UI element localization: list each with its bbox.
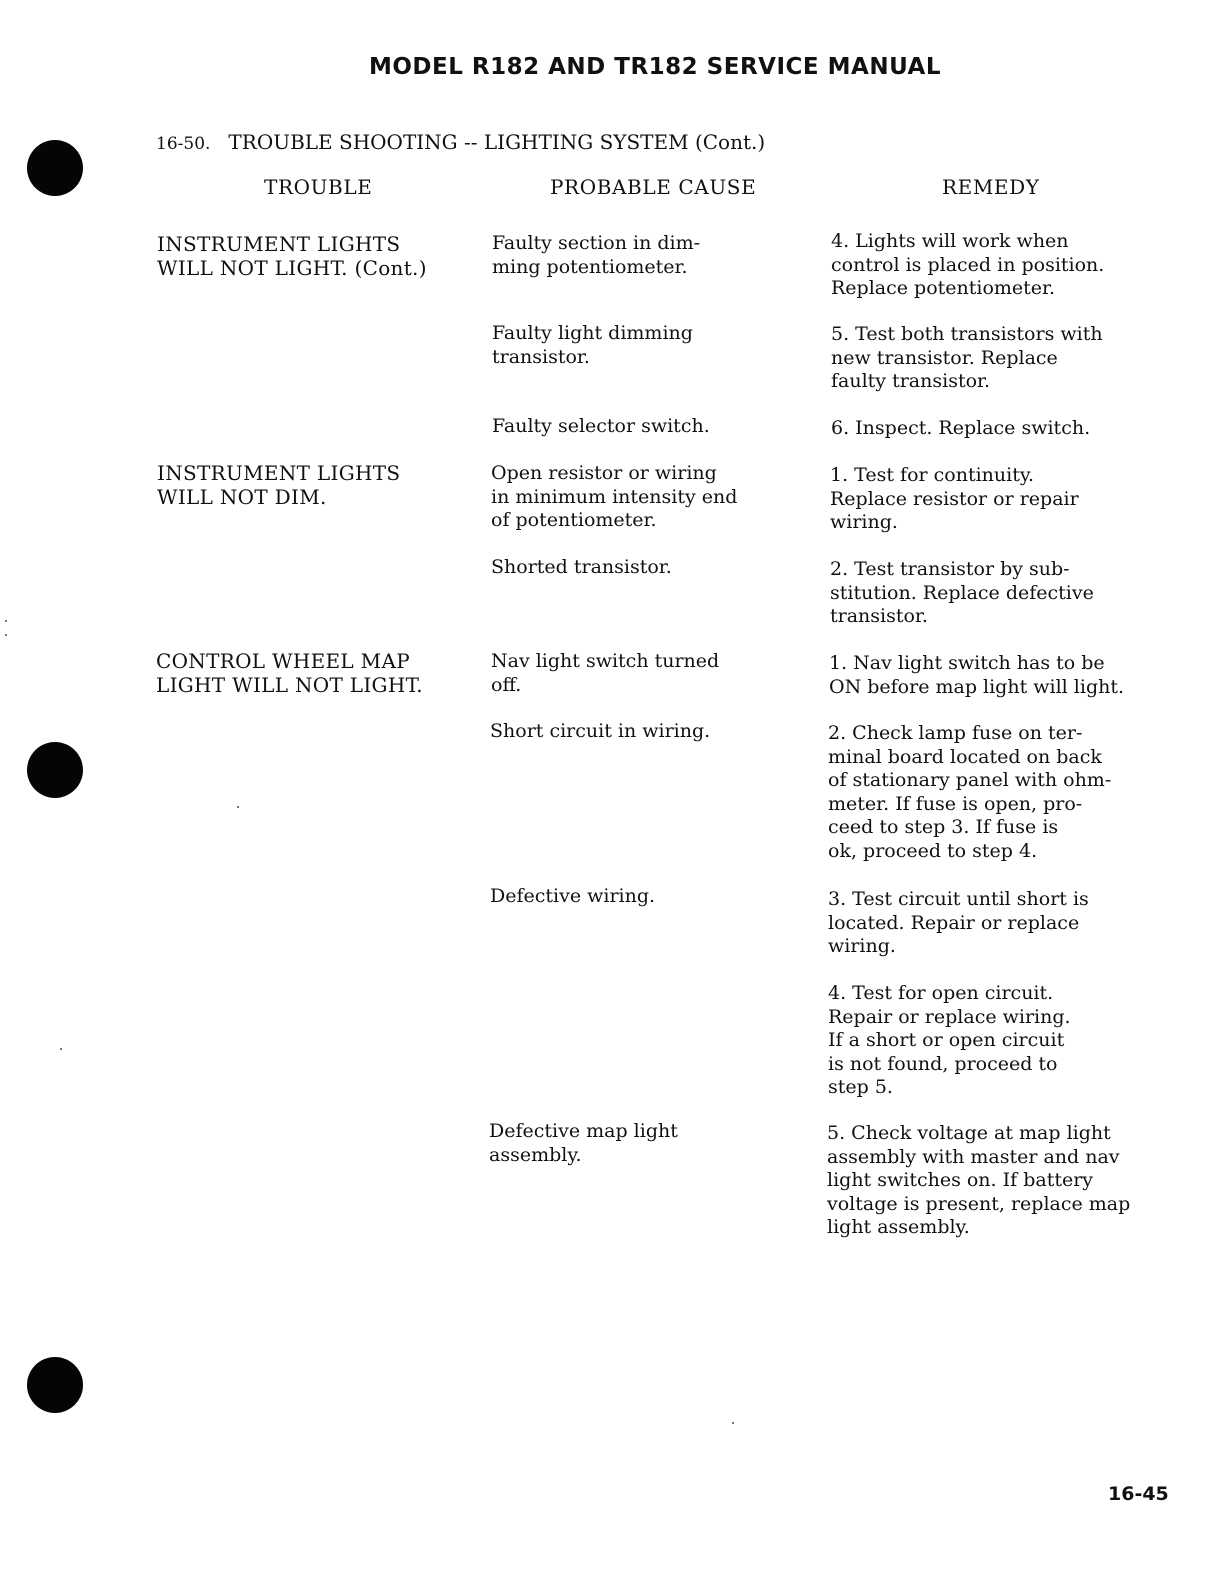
binder-hole-top <box>27 140 83 196</box>
column-header-remedy: REMEDY <box>942 175 1040 199</box>
column-header-probable-cause: PROBABLE CAUSE <box>550 175 757 199</box>
remedy-entry: 2. Test transistor by sub- stitution. Replace defective transistor. <box>830 558 1094 627</box>
remedy-entry: 1. Nav light switch has to be ON before map light will light. <box>829 652 1125 698</box>
cause-entry: Faulty light dimming transistor. <box>492 322 693 368</box>
scan-speck <box>237 806 239 808</box>
trouble-entry: INSTRUMENT LIGHTS WILL NOT DIM. <box>157 461 401 509</box>
section-heading <box>156 130 765 154</box>
remedy-entry: 5. Check voltage at map light assembly with master and nav light switches on. If battery voltage is present, replace map light assembly. <box>827 1122 1131 1238</box>
cause-entry: Defective wiring. <box>490 885 656 907</box>
section-number: 16-50. <box>156 134 211 154</box>
cause-entry: Faulty selector switch. <box>492 415 710 437</box>
scan-speck <box>5 634 7 636</box>
manual-title: MODEL R182 AND TR182 SERVICE MANUAL <box>368 54 941 80</box>
remedy-entry: 1. Test for continuity. Replace resistor or repair wiring. <box>830 464 1079 533</box>
remedy-entry: 3. Test circuit until short is located. Repair or replace wiring. <box>828 888 1089 957</box>
cause-entry: Open resistor or wiring in minimum intensity end of potentiometer. <box>491 462 738 531</box>
trouble-entry: CONTROL WHEEL MAP LIGHT WILL NOT LIGHT. <box>156 649 423 697</box>
trouble-entry: INSTRUMENT LIGHTS WILL NOT LIGHT. (Cont.) <box>157 232 427 280</box>
cause-entry: Nav light switch turned off. <box>491 650 720 696</box>
remedy-entry: 6. Inspect. Replace switch. <box>831 417 1091 439</box>
binder-hole-bottom <box>27 1357 83 1413</box>
binder-hole-middle <box>27 742 83 798</box>
scan-speck <box>732 1422 734 1424</box>
remedy-entry: 2. Check lamp fuse on ter- minal board located on back of stationary panel with ohm- meter. If fuse is open, pro- ceed to step 3. If fuse is ok, proceed to step 4. <box>828 722 1112 862</box>
cause-entry: Defective map light assembly. <box>489 1120 678 1166</box>
cause-entry: Shorted transistor. <box>491 556 672 578</box>
remedy-entry: 4. Lights will work when control is placed in position. Replace potentiometer. <box>831 230 1105 299</box>
section-title: TROUBLE SHOOTING -- LIGHTING SYSTEM (Cont.) <box>228 130 766 154</box>
cause-entry: Short circuit in wiring. <box>490 720 711 742</box>
remedy-entry: 4. Test for open circuit. Repair or replace wiring. If a short or open circuit is not found, proceed to step 5. <box>828 982 1071 1098</box>
page-number: 16-45 <box>1108 1483 1169 1505</box>
remedy-entry: 5. Test both transistors with new transistor. Replace faulty transistor. <box>831 323 1103 392</box>
scan-speck <box>5 620 7 622</box>
scan-speck <box>60 1048 62 1050</box>
column-header-trouble: TROUBLE <box>264 175 373 199</box>
cause-entry: Faulty section in dim- ming potentiometer. <box>492 232 701 278</box>
